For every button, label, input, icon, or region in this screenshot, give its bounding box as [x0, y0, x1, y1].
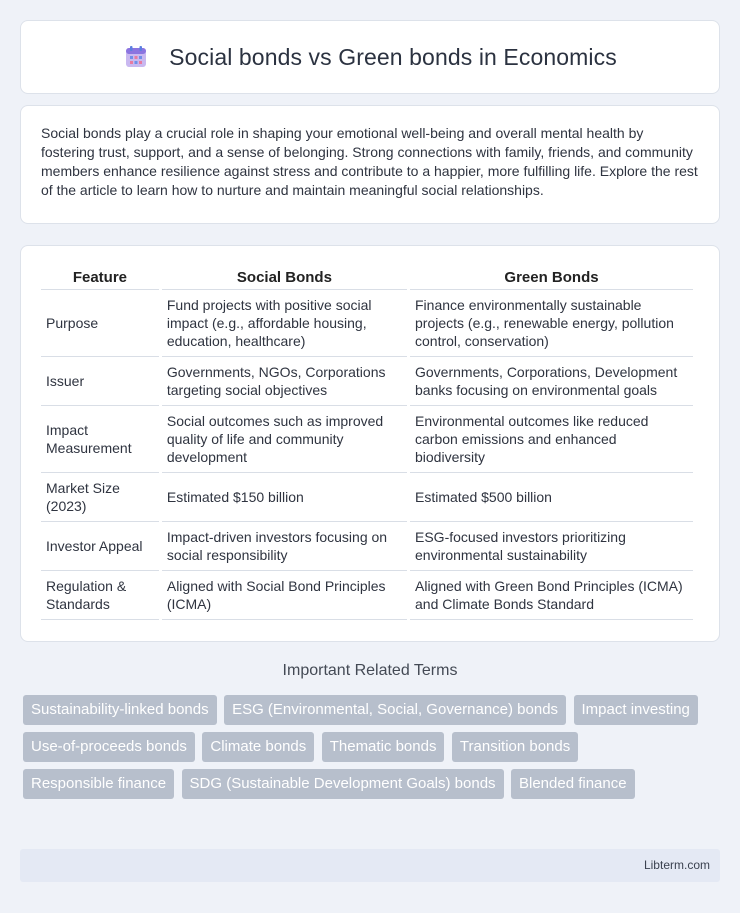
row-feature: Market Size (2023) — [41, 473, 159, 522]
table-header-row — [41, 264, 693, 290]
tag-responsible-finance[interactable]: Responsible finance — [23, 769, 174, 799]
row-social: Estimated $150 billion — [162, 473, 407, 522]
tag-sustainability-linked-bonds[interactable]: Sustainability-linked bonds — [23, 695, 217, 725]
row-feature: Investor Appeal — [41, 522, 159, 571]
header-feature: Feature — [41, 264, 159, 290]
tag-esg-bonds[interactable]: ESG (Environmental, Social, Governance) bonds — [224, 695, 566, 725]
intro-text: Social bonds play a crucial role in shaping your emotional well-being and overall mental health by fostering trust, support, and a sense of belonging. Strong connections with family, friends, and community members enhance resilience against stress and contribute to a happier, more fulfilling life. Explore the rest of the article to learn how to nurture and maintain meaningful social relationships. — [41, 125, 698, 198]
related-terms-title: Important Related Terms — [282, 662, 458, 679]
tag-sdg-bonds[interactable]: SDG (Sustainable Development Goals) bonds — [182, 769, 504, 799]
row-green: Finance environmentally sustainable projects (e.g., renewable energy, pollution control, conservation) — [410, 290, 693, 357]
table-row — [41, 522, 693, 571]
row-green: Environmental outcomes like reduced carbon emissions and enhanced biodiversity — [410, 406, 693, 473]
row-social: Impact-driven investors focusing on social responsibility — [162, 522, 407, 571]
comparison-table — [38, 264, 696, 620]
row-green: Governments, Corporations, Development banks focusing on environmental goals — [410, 357, 693, 406]
row-green: Estimated $500 billion — [410, 473, 693, 522]
tag-climate-bonds[interactable]: Climate bonds — [202, 732, 314, 762]
row-feature: Issuer — [41, 357, 159, 406]
comparison-card — [20, 245, 720, 642]
calendar-icon — [123, 44, 149, 70]
intro-card — [20, 105, 720, 224]
table-row — [41, 290, 693, 357]
tag-blended-finance[interactable]: Blended finance — [511, 769, 635, 799]
footer — [20, 849, 720, 882]
row-social: Fund projects with positive social impact (e.g., affordable housing, education, healthcare) — [162, 290, 407, 357]
row-social: Social outcomes such as improved quality of life and community development — [162, 406, 407, 473]
tag-thematic-bonds[interactable]: Thematic bonds — [322, 732, 445, 762]
table-row — [41, 571, 693, 620]
table-row — [41, 406, 693, 473]
row-feature: Purpose — [41, 290, 159, 357]
footer-site-link[interactable]: Libterm.com — [643, 858, 710, 872]
row-social: Aligned with Social Bond Principles (ICMA) — [162, 571, 407, 620]
header-card — [20, 20, 720, 94]
row-social: Governments, NGOs, Corporations targeting social objectives — [162, 357, 407, 406]
related-terms-list — [23, 695, 713, 806]
tag-impact-investing[interactable]: Impact investing — [574, 695, 698, 725]
page-title: Social bonds vs Green bonds in Economics — [169, 43, 617, 70]
row-feature: Impact Measurement — [41, 406, 159, 473]
row-green: Aligned with Green Bond Principles (ICMA) and Climate Bonds Standard — [410, 571, 693, 620]
header-social-bonds: Social Bonds — [162, 264, 407, 290]
table-row — [41, 357, 693, 406]
tag-use-of-proceeds-bonds[interactable]: Use-of-proceeds bonds — [23, 732, 195, 762]
table-row — [41, 473, 693, 522]
row-feature: Regulation & Standards — [41, 571, 159, 620]
tag-transition-bonds[interactable]: Transition bonds — [452, 732, 578, 762]
header-green-bonds: Green Bonds — [410, 264, 693, 290]
row-green: ESG-focused investors prioritizing environmental sustainability — [410, 522, 693, 571]
